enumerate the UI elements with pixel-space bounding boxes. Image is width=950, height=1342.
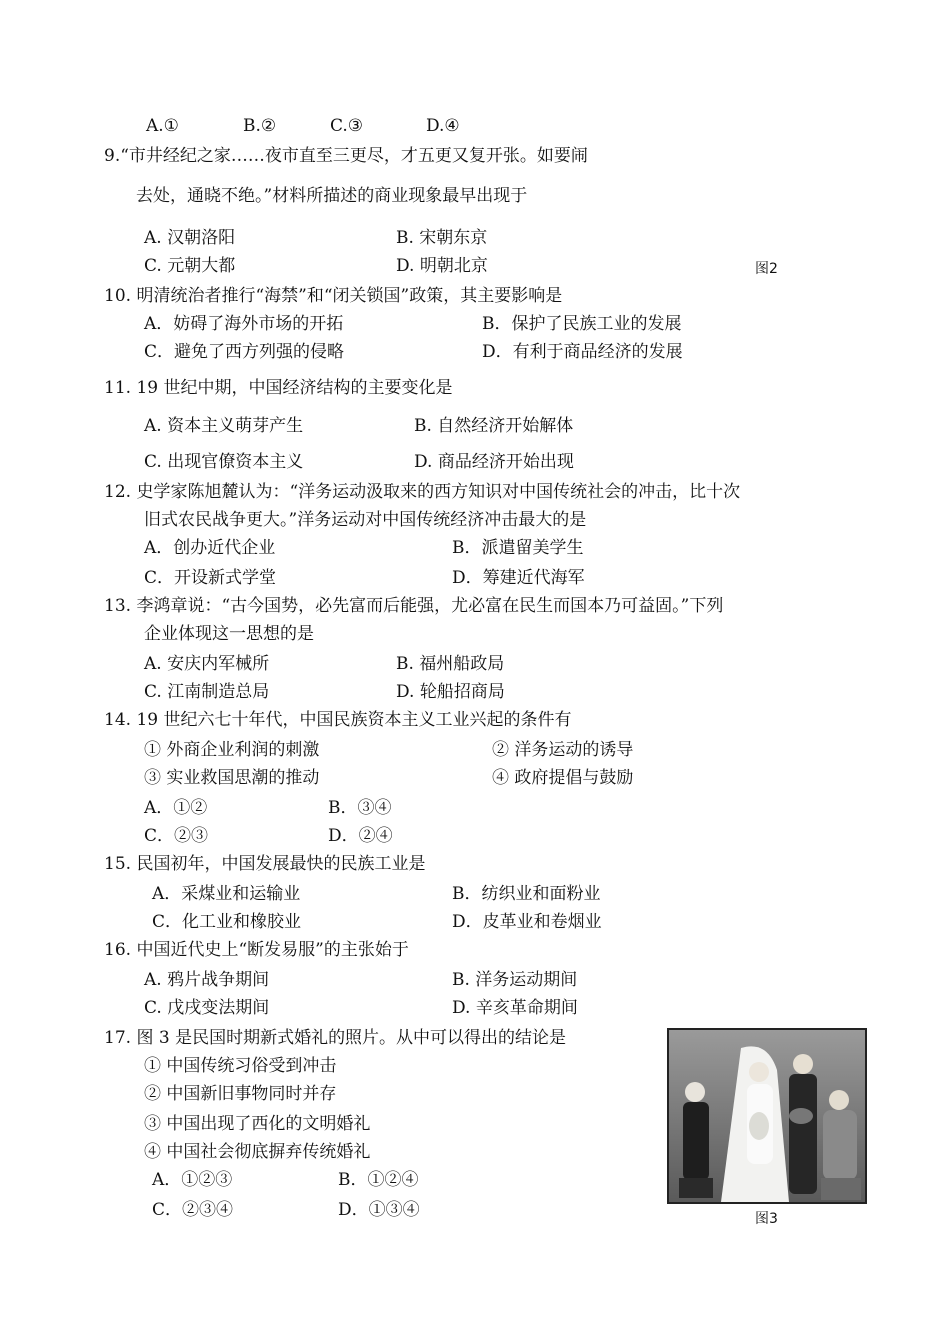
figure-3-caption: 图3 <box>755 1211 778 1227</box>
option-d: D．②④ <box>328 826 393 846</box>
option-d: D. 辛亥革命期间 <box>452 998 578 1018</box>
prev-option-a: A.① <box>146 116 179 136</box>
option-a: A. 安庆内军械所 <box>144 654 270 674</box>
option-c: C．②③④ <box>152 1200 234 1220</box>
question-stem: 15. 民国初年，中国发展最快的民族工业是 <box>104 854 426 874</box>
statement-2: ② 中国新旧事物同时并存 <box>144 1084 337 1104</box>
option-b: B. 宋朝东京 <box>396 228 488 248</box>
option-b: B. 洋务运动期间 <box>452 970 578 990</box>
option-b: B．派遣留美学生 <box>452 538 584 558</box>
question-stem-cont: 旧式农民战争更大。”洋务运动对中国传统经济冲击最大的是 <box>144 510 587 530</box>
option-a: A. 汉朝洛阳 <box>144 228 236 248</box>
option-c: C．化工业和橡胶业 <box>152 912 302 932</box>
option-c: C．开设新式学堂 <box>144 568 277 588</box>
option-d: D．有利于商品经济的发展 <box>482 342 683 362</box>
option-b: B．①②④ <box>338 1170 419 1190</box>
option-b: B．③④ <box>328 798 392 818</box>
question-stem: 9.“市井经纪之家……夜市直至三更尽，才五更又复开张。如要闹 <box>104 146 588 166</box>
option-a: A. 资本主义萌芽产生 <box>144 416 304 436</box>
option-c: C. 江南制造总局 <box>144 682 270 702</box>
prev-option-c: C.③ <box>330 116 364 136</box>
statement-3: ③ 实业救国思潮的推动 <box>144 768 320 788</box>
option-b: B．纺织业和面粉业 <box>452 884 601 904</box>
option-b: B．保护了民族工业的发展 <box>482 314 682 334</box>
question-stem: 16. 中国近代史上“断发易服”的主张始于 <box>104 940 409 960</box>
wedding-photo <box>667 1028 867 1204</box>
option-a: A．①② <box>144 798 208 818</box>
question-stem: 14. 19 世纪六七十年代，中国民族资本主义工业兴起的条件有 <box>104 710 572 730</box>
statement-4: ④ 政府提倡与鼓励 <box>492 768 634 788</box>
option-a: A．创办近代企业 <box>144 538 276 558</box>
option-c: C. 出现官僚资本主义 <box>144 452 304 472</box>
statement-1: ① 外商企业利润的刺激 <box>144 740 320 760</box>
option-c: C. 元朝大都 <box>144 256 236 276</box>
question-stem: 13. 李鸿章说：“古今国势，必先富而后能强，尤必富在民生而国本乃可益固。”下列 <box>104 596 724 616</box>
statement-2: ② 洋务运动的诱导 <box>492 740 634 760</box>
option-a: A．妨碍了海外市场的开拓 <box>144 314 344 334</box>
option-a: A．采煤业和运输业 <box>152 884 301 904</box>
option-a: A．①②③ <box>152 1170 233 1190</box>
option-d: D. 明朝北京 <box>396 256 488 276</box>
option-a: A. 鸦片战争期间 <box>144 970 270 990</box>
option-b: B. 自然经济开始解体 <box>414 416 574 436</box>
statement-1: ① 中国传统习俗受到冲击 <box>144 1056 337 1076</box>
figure-2-caption: 图2 <box>755 261 778 277</box>
prev-option-b: B.② <box>243 116 277 136</box>
option-b: B. 福州船政局 <box>396 654 505 674</box>
option-d: D. 商品经济开始出现 <box>414 452 574 472</box>
statement-3: ③ 中国出现了西化的文明婚礼 <box>144 1114 371 1134</box>
prev-option-d: D.④ <box>426 116 460 136</box>
option-d: D．①③④ <box>338 1200 420 1220</box>
question-stem-cont: 去处，通晓不绝。”材料所描述的商业现象最早出现于 <box>136 186 528 206</box>
option-c: C. 戊戌变法期间 <box>144 998 270 1018</box>
question-stem: 17. 图 3 是民国时期新式婚礼的照片。从中可以得出的结论是 <box>104 1028 567 1048</box>
question-stem: 12. 史学家陈旭麓认为：“洋务运动汲取来的西方知识对中国传统社会的冲击，比十次 <box>104 482 741 502</box>
option-c: C．避免了西方列强的侵略 <box>144 342 345 362</box>
question-stem-cont: 企业体现这一思想的是 <box>144 624 314 644</box>
question-stem: 11. 19 世纪中期，中国经济结构的主要变化是 <box>104 378 453 398</box>
option-c: C．②③ <box>144 826 209 846</box>
option-d: D．筹建近代海军 <box>452 568 585 588</box>
question-stem: 10. 明清统治者推行“海禁”和“闭关锁国”政策，其主要影响是 <box>104 286 563 306</box>
wedding-photo-illustration <box>669 1030 865 1202</box>
option-d: D．皮革业和卷烟业 <box>452 912 602 932</box>
option-d: D. 轮船招商局 <box>396 682 505 702</box>
statement-4: ④ 中国社会彻底摒弃传统婚礼 <box>144 1142 371 1162</box>
